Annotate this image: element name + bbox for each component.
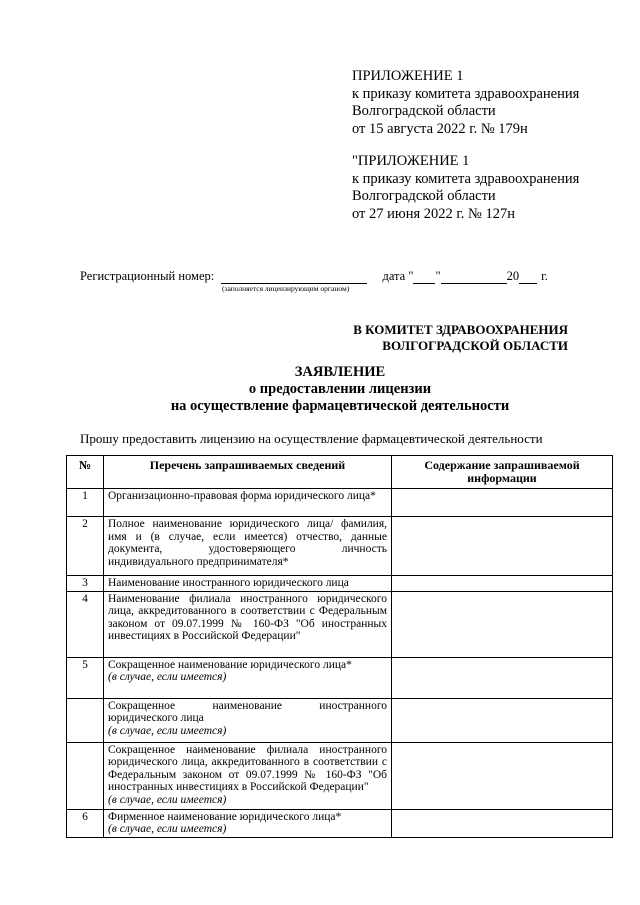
- registration-line: [80, 269, 548, 284]
- registration-label: Регистрационный номер:: [80, 269, 215, 283]
- row-content-cell[interactable]: [392, 517, 613, 576]
- row-note: (в случае, если имеется): [108, 823, 227, 836]
- row-content-cell[interactable]: [392, 809, 613, 837]
- row-note: (в случае, если имеется): [108, 793, 227, 806]
- row-content-cell[interactable]: [392, 591, 613, 657]
- appendix-new-line3: Волгоградской области: [352, 103, 496, 119]
- title-line1: ЗАЯВЛЕНИЕ: [294, 364, 386, 380]
- table-row: [67, 809, 613, 837]
- year-prefix: 20: [506, 269, 520, 283]
- table-row: [67, 698, 613, 742]
- appendix-old-line1: "ПРИЛОЖЕНИЕ 1: [352, 153, 470, 169]
- addressee-line2: ВОЛГОГРАДСКОЙ ОБЛАСТИ: [382, 338, 568, 353]
- table-row: [67, 576, 613, 592]
- appendix-new-line1: ПРИЛОЖЕНИЕ 1: [352, 68, 464, 84]
- row-item: [104, 698, 392, 742]
- appendix-new-line2: к приказу комитета здравоохранения: [352, 85, 580, 102]
- row-num: 2: [67, 517, 104, 576]
- appendix-old: [352, 153, 579, 223]
- row-item: [104, 591, 392, 657]
- row-note: (в случае, если имеется): [108, 671, 227, 684]
- row-content-cell[interactable]: [392, 489, 613, 517]
- appendix-old-line2: к приказу комитета здравоохранения: [352, 170, 580, 187]
- row-text: Сокращенное наименование иностранного юридического лица: [108, 699, 387, 725]
- row-text: Наименование филиала иностранного юридического лица, аккредитованного в соответствии с Федеральным законом от 09.07.1999 № 160-ФЗ "Об иностранных инвестициях в Российской Федерации": [108, 592, 387, 643]
- row-text: Сокращенное наименование юридического лица*: [108, 658, 352, 671]
- row-num: 5: [67, 657, 104, 698]
- row-item: [104, 517, 392, 576]
- row-content-cell[interactable]: [392, 742, 613, 809]
- row-item: [104, 742, 392, 809]
- request-text: Прошу предоставить лицензию на осуществление фармацевтической деятельности: [80, 431, 543, 446]
- header-item: Перечень запрашиваемых сведений: [104, 456, 392, 489]
- row-text: Сокращенное наименование филиала иностранного юридического лица, аккредитованного в соответствии с Федеральным законом от 09.07.1999 № 160-ФЗ "Об иностранных инвестициях в Российской Федерации": [108, 743, 387, 794]
- table-row: [67, 489, 613, 517]
- application-table: [66, 455, 613, 838]
- row-note: (в случае, если имеется): [108, 724, 227, 737]
- row-num: 1: [67, 489, 104, 517]
- row-text: Полное наименование юридического лица/ фамилия, имя и (в случае, если имеется) отчество, данные документа, удостоверяющего личность индивидуального предпринимателя*: [108, 518, 387, 568]
- row-text: Организационно-правовая форма юридического лица*: [108, 490, 376, 502]
- row-text: Фирменное наименование юридического лица*: [108, 810, 342, 823]
- row-item: [104, 489, 392, 517]
- appendix-old-line3: Волгоградской области: [352, 188, 496, 204]
- row-num: 4: [67, 591, 104, 657]
- title-line3: на осуществление фармацевтической деятельности: [170, 398, 510, 414]
- row-content-cell[interactable]: [392, 698, 613, 742]
- row-num: [67, 698, 104, 742]
- date-day-field[interactable]: [413, 271, 435, 284]
- document-title: [80, 364, 600, 415]
- row-content-cell[interactable]: [392, 576, 613, 592]
- table-row: [67, 591, 613, 657]
- header-content: Содержание запрашиваемой информации: [392, 456, 613, 489]
- header-num: №: [67, 456, 104, 489]
- row-item: [104, 657, 392, 698]
- appendix-new-line4: от 15 августа 2022 г. № 179н: [352, 120, 528, 137]
- row-num: 6: [67, 809, 104, 837]
- row-text: Наименование иностранного юридического лица: [108, 577, 349, 589]
- date-year-field[interactable]: [519, 271, 537, 284]
- date-label: дата ": [382, 269, 414, 283]
- table-row: [67, 657, 613, 698]
- date-quote: ": [435, 269, 441, 283]
- registration-note: (заполняется лицензирующим органом): [222, 284, 350, 293]
- title-line2: о предоставлении лицензии: [248, 381, 432, 397]
- registration-number-field[interactable]: [221, 271, 367, 284]
- addressee-line1: В КОМИТЕТ ЗДРАВООХРАНЕНИЯ: [353, 322, 568, 337]
- row-item: [104, 576, 392, 592]
- table-header-row: [67, 456, 613, 489]
- row-content-cell[interactable]: [392, 657, 613, 698]
- row-item: [104, 809, 392, 837]
- addressee: [300, 322, 568, 354]
- year-suffix: г.: [541, 269, 548, 283]
- appendix-old-line4: от 27 июня 2022 г. № 127н: [352, 205, 515, 222]
- table-row: [67, 517, 613, 576]
- row-num: 3: [67, 576, 104, 592]
- table-row: [67, 742, 613, 809]
- date-month-field[interactable]: [441, 271, 507, 284]
- appendix-new: [352, 68, 579, 138]
- row-num: [67, 742, 104, 809]
